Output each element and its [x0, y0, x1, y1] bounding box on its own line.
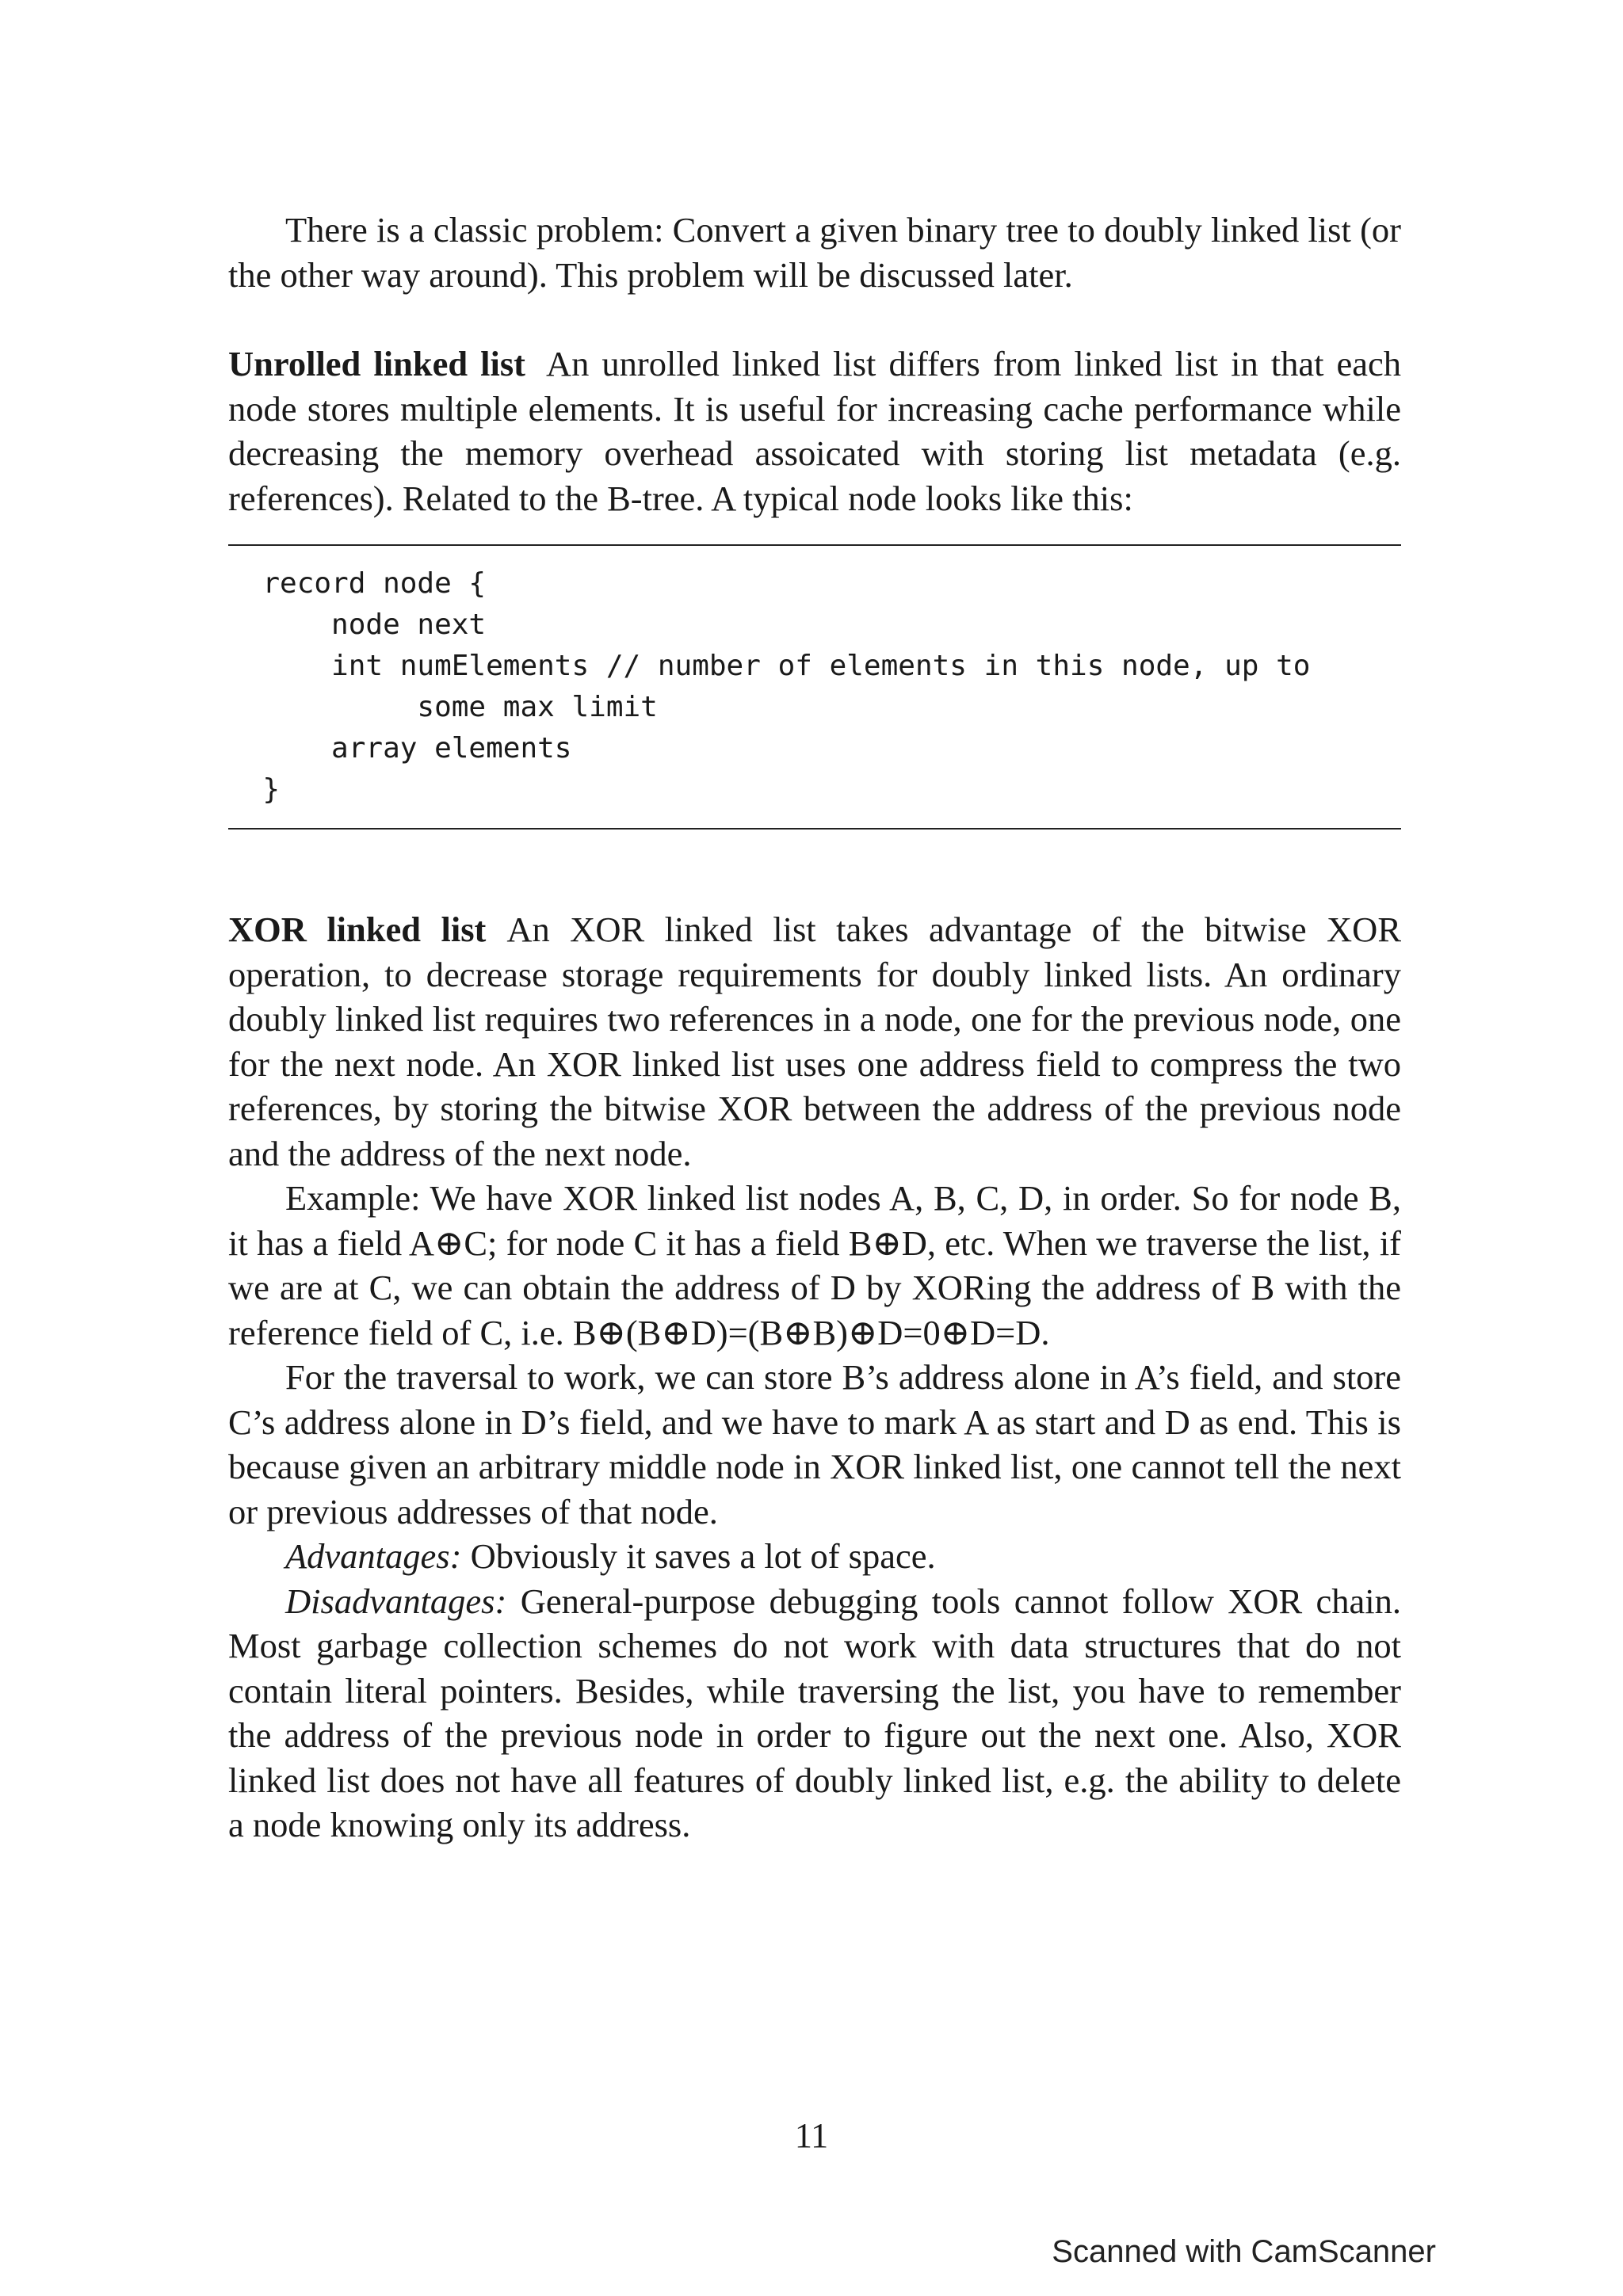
disadvantages-text: General-purpose debugging tools cannot follow XOR chain. Most garbage collection schemes do not work with data structures that do not contain literal pointers. Besides, while traversing the list, you have to remember the address of the previous node in order to figure out the next one. Also, XOR linked list does not have all features of doubly linked list, e.g. the ability to delete a node knowing only its address.	[228, 1581, 1401, 1844]
code-line: some max limit	[228, 691, 658, 723]
xor-body: An XOR linked list takes advantage of the bitwise XOR operation, to decrease storage requirements for doubly linked lists. An ordinary doubly linked list requires two references in a node, one for the previous node, one for the next node. An XOR linked list uses one address field to compress the two references, by storing the bitwise XOR between the address of the previous node and the address of the next node.	[228, 910, 1401, 1173]
xor-heading: XOR linked list	[228, 910, 487, 949]
disadvantages-paragraph	[228, 1579, 1401, 1848]
page-number: 11	[794, 2116, 829, 2155]
advantages-text: Obviously it saves a lot of space.	[470, 1536, 936, 1576]
unrolled-paragraph	[228, 341, 1401, 521]
xor-example-paragraph: Example: We have XOR linked list nodes A, B, C, D, in order. So for node B, it has a field A⊕C; for node C it has a field B⊕D, etc. When we traverse the list, if we are at C, we can obtain the address of D by XORing the address of B with the reference field of C, i.e. B⊕(B⊕D)=(B⊕B)⊕D=0⊕D=D.	[228, 1178, 1401, 1352]
code-line: int numElements // number of elements in this node, up to	[228, 650, 1311, 682]
code-line: node next	[228, 608, 487, 641]
code-line: record node {	[228, 567, 487, 600]
unrolled-heading: Unrolled linked list	[228, 344, 525, 383]
xor-traversal-paragraph: For the traversal to work, we can store B’s address alone in A’s field, and store C’s address alone in D’s field, and we have to mark A as start and D as end. This is because given an arbitrary middle node in XOR linked list, one cannot tell the next or previous addresses of that node.	[228, 1357, 1401, 1531]
code-line: }	[228, 773, 281, 806]
unrolled-body: An unrolled linked list differs from linked list in that each node stores multiple elements. It is useful for increasing cache performance while decreasing the memory overhead assoicated with storing list metadata (e.g. references). Related to the B-tree. A typical node looks like this:	[228, 344, 1402, 518]
disadvantages-label: Disadvantages:	[285, 1581, 507, 1621]
code-listing	[228, 544, 1401, 830]
advantages-paragraph	[228, 1534, 1401, 1579]
intro-paragraph: There is a classic problem: Convert a given binary tree to doubly linked list (or the other way around). This problem will be discussed later.	[228, 210, 1401, 295]
scanner-watermark: Scanned with CamScanner	[1052, 2234, 1436, 2269]
page-content	[228, 208, 1401, 1848]
advantages-label: Advantages:	[285, 1536, 462, 1576]
code-line: array elements	[228, 732, 572, 765]
xor-paragraph	[228, 907, 1401, 1176]
